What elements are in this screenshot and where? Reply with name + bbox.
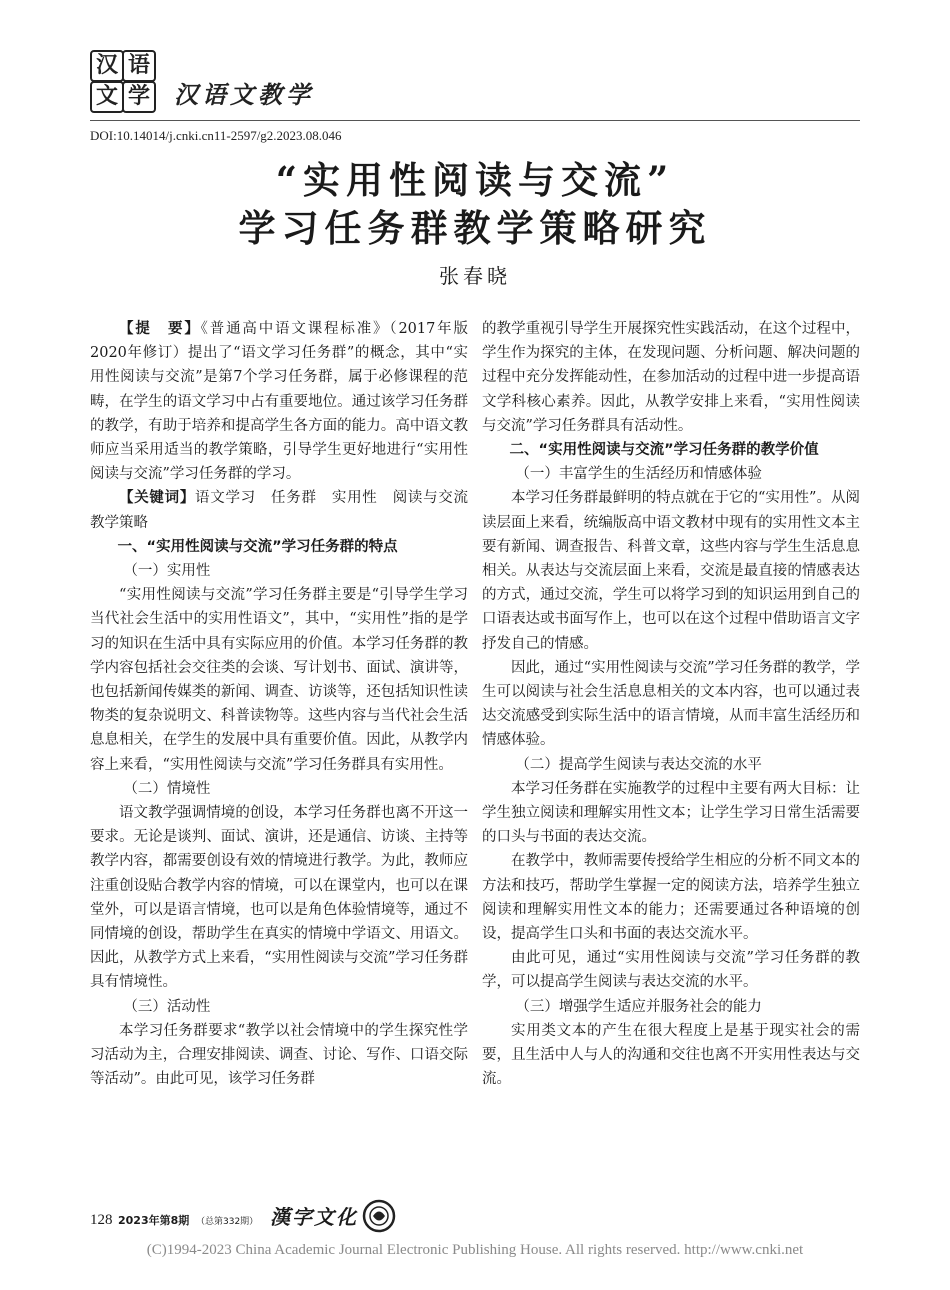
paragraph: 本学习任务群要求“教学以社会情境中的学生探究性学习活动为主，合理安排阅读、调查、讨论、写作、口语交际等活动”。由此可见，该学习任务群 xyxy=(90,1022,468,1088)
subheading-situational: （二）情境性 xyxy=(123,780,211,797)
logo-char: 学 xyxy=(122,81,156,113)
header-divider xyxy=(90,120,860,121)
subheading-activity: （三）活动性 xyxy=(123,998,211,1015)
paragraph: 语文教学强调情境的创设，本学习任务群也离不开这一要求。无论是谈判、面试、演讲，还是通信、访谈、主持等教学内容，都需要创设有效的情境进行教学。为此，教师应注重创设贴合教学内容的情境，可以在课堂内，也可以在课堂外，可以是语言情境，也可以是角色体验情境等，通过不同情境的创设，帮助学生在真实的情境中学语文、用语文。因此，从教学方式上来看，“实用性阅读与交流”学习任务群具有情境性。 xyxy=(90,805,468,991)
subheading-social-adaptation: （三）增强学生适应并服务社会的能力 xyxy=(515,998,762,1015)
journal-logo xyxy=(90,50,156,112)
left-column xyxy=(90,317,483,1092)
paragraph: 本学习任务群在实施教学的过程中主要有两大目标：让学生独立阅读和理解实用性文本；让学生学习日常生活需要的口头与书面的表达交流。 xyxy=(482,780,860,846)
paragraph: 在教学中，教师需要传授给学生相应的分析不同文本的方法和技巧，帮助学生掌握一定的阅读方法，培养学生独立阅读和理解实用性文本的能力；还需要通过各种语境的创设，提高学生口头和书面的表达交流水平。 xyxy=(482,853,860,943)
author: 张春晓 xyxy=(439,264,511,288)
logo-char: 语 xyxy=(122,50,156,82)
article-title-line-1: “实用性阅读与交流” xyxy=(275,158,675,202)
issue-number: 2023年第8期 xyxy=(118,1214,190,1227)
paragraph: 由此可见，通过“实用性阅读与交流”学习任务群的教学，可以提高学生阅读与表达交流的水平。 xyxy=(482,950,860,991)
paragraph-continued: 的教学重视引导学生开展探究性实践活动，在这个过程中，学生作为探究的主体，在发现问题、分析问题、解决问题的过程中充分发挥能动性，在参加活动的过程中进一步提高语文学科核心素养。因此，从教学安排上来看，“实用性阅读与交流”学习任务群具有活动性。 xyxy=(482,321,860,434)
doi: DOI:10.14014/j.cnki.cn11-2597/g2.2023.08.046 xyxy=(90,128,342,143)
paragraph: 因此，通过“实用性阅读与交流”学习任务群的教学，学生可以阅读与社会生活息息相关的文本内容，也可以通过表达交流感受到实际生活中的语言情境，从而丰富生活经历和情感体验。 xyxy=(482,659,860,749)
section-heading-1: 一、“实用性阅读与交流”学习任务群的特点 xyxy=(117,538,398,555)
abstract-label: 【提 要】 xyxy=(119,321,201,337)
abstract xyxy=(90,317,468,486)
total-issue-number: （总第332期） xyxy=(196,1217,259,1227)
keywords-label: 【关键词】 xyxy=(119,490,196,507)
logo-char: 文 xyxy=(90,81,124,113)
article-title-line-2: 学习任务群教学策略研究 xyxy=(238,206,712,250)
logo-char: 汉 xyxy=(90,50,124,82)
journal-emblem-icon xyxy=(362,1199,396,1233)
subheading-enrich-experience: （一）丰富学生的生活经历和情感体验 xyxy=(515,466,762,483)
copyright-notice: (C)1994-2023 China Academic Journal Electronic Publishing House. All rights reserved. http://www.cnki.net xyxy=(146,1242,804,1258)
keywords xyxy=(90,486,483,534)
paragraph: “实用性阅读与交流”学习任务群主要是“引导学生学习当代社会生活中的实用性语文”，其中，“实用性”指的是学习的知识在生活中具有实际应用的价值。本学习任务群的教学内容包括社会交往类的会谈、写计划书、面试、演讲等，也包括新闻传媒类的新闻、调查、访谈等，还包括知识性读物类的复杂说明文、科普读物等。这些内容与当代社会生活息息相关，在学生的发展中具有重要价值。因此，从教学内容上来看，“实用性阅读与交流”学习任务群具有实用性。 xyxy=(90,587,468,773)
right-column xyxy=(482,317,860,1092)
subheading-practicality: （一）实用性 xyxy=(123,563,211,580)
paragraph: 本学习任务群最鲜明的特点就在于它的“实用性”。从阅读层面上来看，统编版高中语文教材中现有的实用性文本主要有新闻、调查报告、科普文章，这些内容与学生生活息息相关。从表达与交流层面上来看，交流是最直接的情感表达的方式，通过交流，学生可以将学习到的知识运用到自己的口语表达或书面写作上，也可以在这个过程中借助语言文字抒发自己的情感。 xyxy=(482,490,860,652)
journal-brand: 漢字文化 xyxy=(270,1205,358,1229)
paragraph: 实用类文本的产生在很大程度上是基于现实社会的需要，且生活中人与人的沟通和交往也离不开实用性表达与交流。 xyxy=(482,1022,860,1088)
journal-column-title: 汉语文教学 xyxy=(174,80,314,109)
abstract-text: 《普通高中语文课程标准》（2017年版2020年修订）提出了“语文学习任务群”的概念，其中“实用性阅读与交流”是第7个学习任务群，属于必修课程的范畴，在学生的语文学习中占有重要地位。通过该学习任务群的教学，有助于培养和提高学生各方面的能力。高中语文教师应当采用适当的教学策略，引导学生更好地进行“实用性阅读与交流”学习任务群的学习。 xyxy=(90,321,469,483)
section-heading-2: 二、“实用性阅读与交流”学习任务群的教学价值 xyxy=(509,442,819,459)
subheading-reading-expression: （二）提高学生阅读与表达交流的水平 xyxy=(515,756,762,773)
keywords-text: 语文学习 任务群 实用性 阅读与交流 教学策略 xyxy=(90,490,483,531)
page-number: 128 xyxy=(90,1212,113,1228)
